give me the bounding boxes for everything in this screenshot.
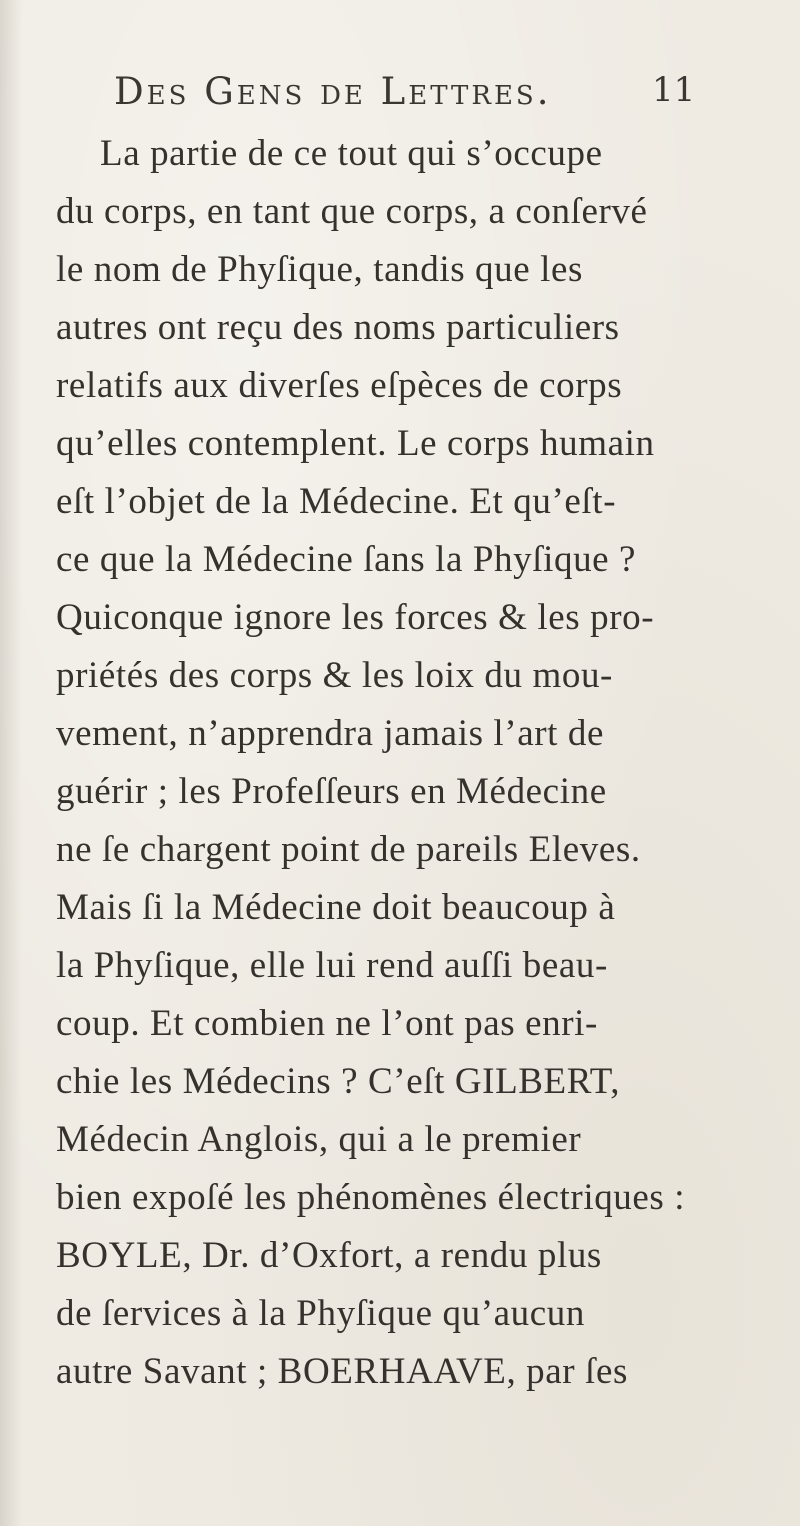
text-line: relatifs aux diverſes eſpèces de corps [56, 365, 623, 406]
text-line: guérir ; les Profeſſeurs en Médecine [56, 771, 607, 812]
running-head-title: Des Gens de Lettres. [114, 70, 552, 113]
page-number: 11 [652, 70, 696, 110]
text-line: La partie de ce tout qui s’occupe [100, 133, 603, 174]
text-line: ne ſe chargent point de pareils Eleves. [56, 829, 641, 870]
text-line: eſt l’objet de la Médecine. Et qu’eſt- [56, 481, 617, 522]
text-line: autre Savant ; BOERHAAVE, par ſes [56, 1351, 628, 1392]
text-line: chie les Médecins ? C’eſt GILBERT, [56, 1061, 621, 1102]
text-line: ce que la Médecine ſans la Phyſique ? [56, 539, 637, 580]
text-line: Médecin Anglois, qui a le premier [56, 1119, 582, 1160]
text-line: Quiconque ignore les forces & les pro- [56, 597, 655, 638]
text-line: qu’elles contemplent. Le corps humain [56, 423, 655, 464]
text-line: la Phyſique, elle lui rend auſſi beau- [56, 945, 608, 986]
text-line: de ſervices à la Phyſique qu’aucun [56, 1293, 585, 1334]
text-line: vement, n’apprendra jamais l’art de [56, 713, 605, 754]
text-line: le nom de Phyſique, tandis que les [56, 249, 584, 290]
text-line: bien expoſé les phénomènes électriques : [56, 1177, 686, 1218]
text-line: autres ont reçu des noms particuliers [56, 307, 620, 348]
text-line: priétés des corps & les loix du mou- [56, 655, 613, 696]
text-line: Mais ſi la Médecine doit beaucoup à [56, 887, 616, 928]
text-line: du corps, en tant que corps, a conſervé [56, 191, 648, 232]
text-line: BOYLE, Dr. d’Oxfort, a rendu plus [56, 1235, 602, 1276]
text-line: coup. Et combien ne l’ont pas enri- [56, 1003, 598, 1044]
